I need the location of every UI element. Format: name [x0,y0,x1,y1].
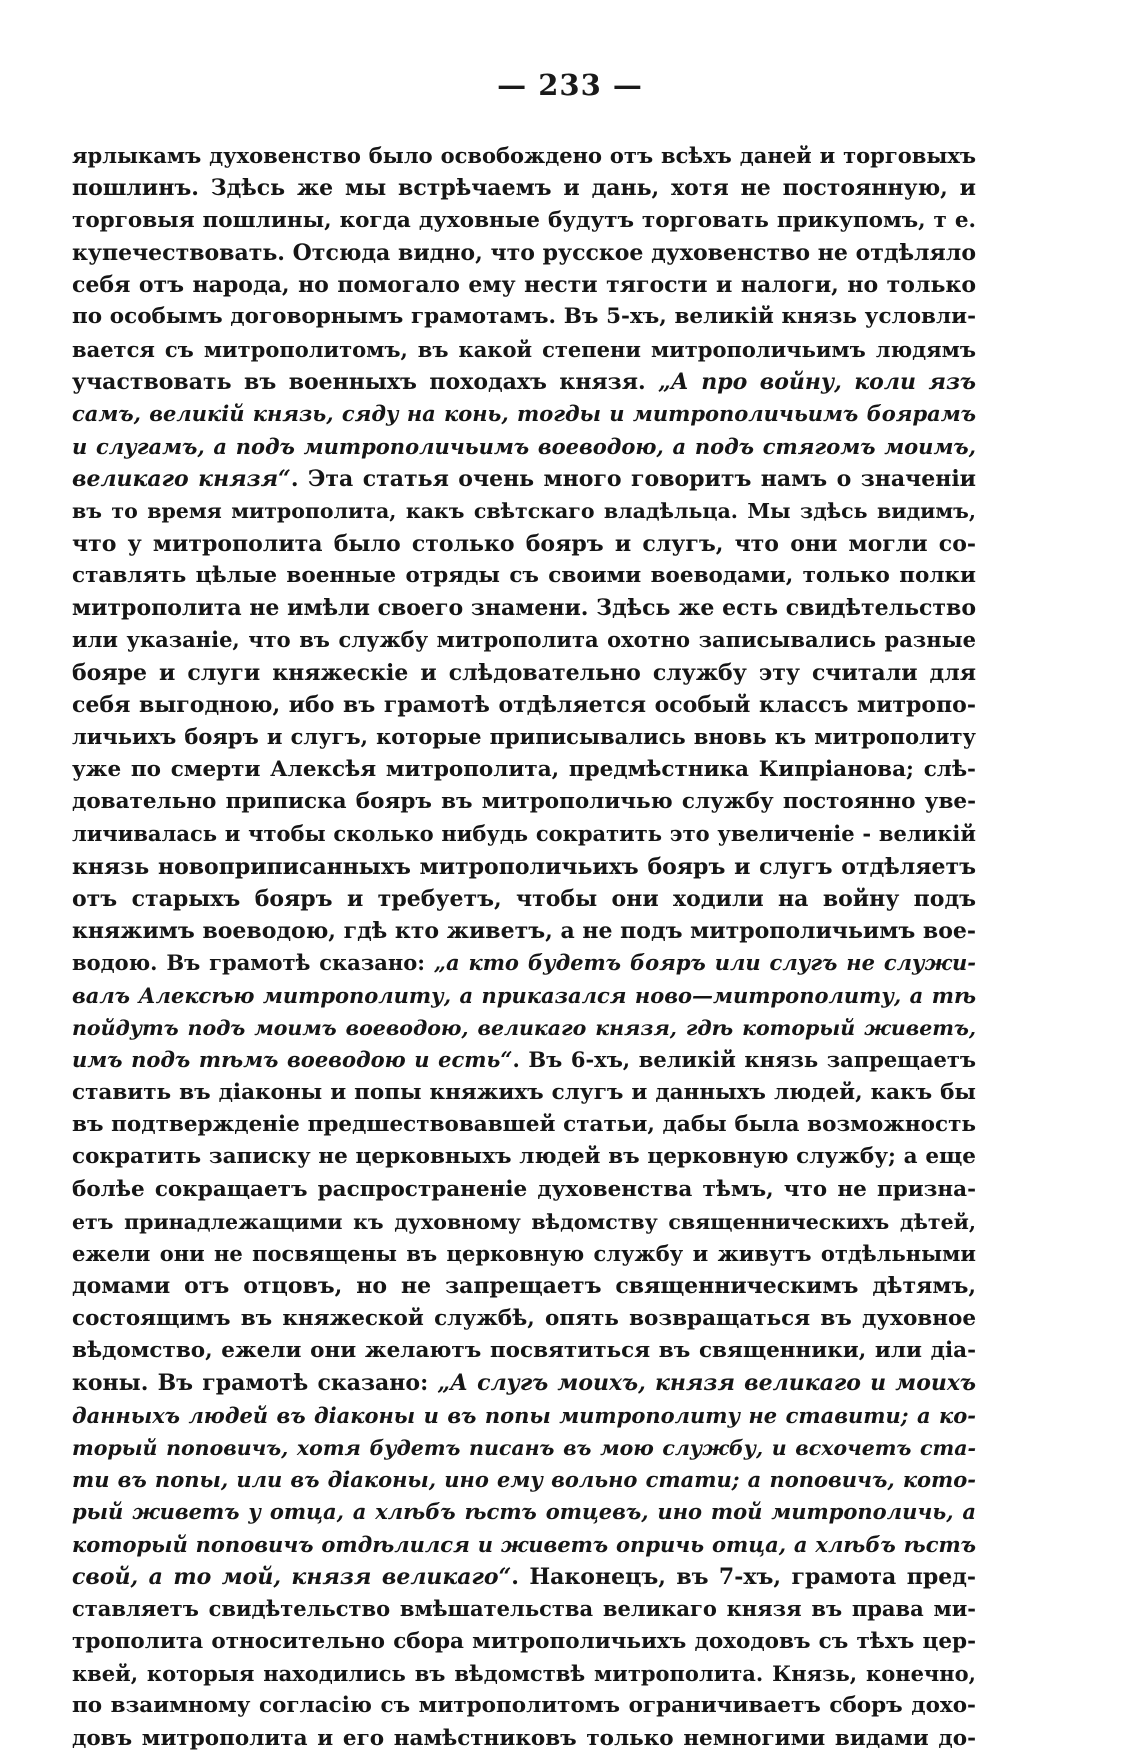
text-segment: уже по смерти Алексѣя митрополита, предмѣстника Кипріанова; слѣ- [72,756,976,782]
text-line [72,624,976,656]
text-line [72,657,976,689]
italic-quote-segment: „А про войну, коли язъ [658,369,976,396]
text-segment: состоящимъ въ княжеской службѣ, опять возвращаться въ духовное [72,1305,976,1331]
text-line [72,1012,976,1044]
text-line [72,851,976,883]
text-line [72,495,976,527]
text-line [72,1206,976,1238]
text-line [72,301,976,333]
text-segment: князь новоприписанныхъ митрополичьихъ бояръ и слугъ отдѣляетъ [72,853,976,880]
text-segment: по взаимному согласію съ митрополитомъ ограничиваетъ сборъ дохо- [72,1693,976,1719]
text-segment: въ подтвержденіе предшествовавшей статьи, дабы была возможность [72,1111,976,1137]
text-segment: отъ старыхъ бояръ и требуетъ, чтобы они ходили на войну подъ [72,885,976,912]
text-segment: участвовать въ военныхъ походахъ князя. [72,369,659,396]
text-line [72,1496,976,1528]
text-segment: ставить въ діаконы и попы княжихъ слугъ и данныхъ людей, какъ бы [72,1079,976,1105]
text-segment: личивалась и чтобы сколько нибудь сократить это увеличеніе - великій [72,821,976,847]
text-line [72,1238,976,1270]
text-segment: торговыя пошлины, когда духовные будутъ торговать прикупомъ, т е. [72,207,976,233]
italic-quote-segment: „А слугъ моихъ, князя великаго и моихъ [437,1370,976,1397]
text-segment: трополита относительно сбора митрополичьихъ доходовъ съ тѣхъ цер- [72,1628,976,1654]
text-line [72,1529,976,1561]
text-segment: . Наконецъ, въ 7-хъ, грамота пред- [511,1564,976,1591]
text-line [72,172,976,204]
italic-quote-segment: рый живетъ у отца, а хлѣбъ ѣстъ отцевъ, ино той митрополичь, а [72,1499,976,1525]
text-line [72,1626,976,1658]
text-segment: вѣдомство, ежели они желаютъ посвятиться въ священники, или діа- [72,1337,976,1363]
text-line [72,1593,976,1625]
text-line [72,431,976,463]
text-segment: или указаніе, что въ службу митрополита охотно записывались разные [72,627,976,653]
italic-quote-segment: пойдутъ подъ моимъ воеводою, великаго князя, гдѣ который живетъ, [72,1016,976,1041]
text-segment: . Эта статья очень много говоритъ намъ о значеніи [290,465,976,492]
text-line [72,560,976,592]
text-line [72,398,976,430]
text-segment: коны. Въ грамотѣ сказано: [72,1370,438,1397]
text-segment: ставлять цѣлые военные отряды съ своими воеводами, только полки [72,562,976,588]
text-segment: довъ митрополита и его намѣстниковъ только немногими видами до- [72,1725,976,1751]
italic-quote-segment: который поповичъ отдѣлился и живетъ опричь отца, а хлѣбъ ѣстъ [72,1531,976,1557]
text-line [72,818,976,850]
text-segment: княжимъ воеводою, гдѣ кто живетъ, а не подъ митрополичьимъ вое- [72,918,976,945]
text-line [72,689,976,721]
italic-quote-segment: великаго князя“ [72,465,291,492]
text-line [72,269,976,301]
text-segment: по особымъ договорнымъ грамотамъ. Въ 5-хъ, великій князь условли- [72,304,976,330]
text-line [72,980,976,1012]
text-line [72,140,976,172]
text-line [72,1141,976,1173]
text-line [72,1109,976,1141]
text-segment: водою. Въ грамотѣ сказано: [72,950,434,976]
text-segment: ставляетъ свидѣтельство вмѣшательства великаго князя въ права ми- [72,1596,976,1622]
page-number: — 233 — [497,68,643,102]
text-segment: себя отъ народа, но помогало ему нести тягости и налоги, но только [72,272,976,299]
text-segment: болѣе сокращаетъ распространеніе духовенства тѣмъ, что не призна- [72,1176,976,1202]
text-segment: купечествовать. Отсюда видно, что русское духовенство не отдѣляло [72,239,976,266]
text-line [72,883,976,915]
text-segment: митрополита не имѣли своего знамени. Здѣсь же есть свидѣтельство [72,595,976,622]
italic-quote-segment: самъ, великій князь, сяду на конь, тогды и митрополичьимъ боярамъ [72,401,976,427]
italic-quote-segment: имъ подъ тѣмъ воеводою и есть“ [72,1047,513,1073]
text-line [72,786,976,818]
text-line [72,592,976,624]
text-line [72,915,976,947]
text-segment: довательно приписка бояръ въ митрополичью службу постоянно уве- [72,788,976,814]
text-line [72,1658,976,1690]
text-line [72,721,976,753]
italic-quote-segment: данныхъ людей въ діаконы и въ попы митрополиту не ставити; а ко- [72,1402,976,1428]
text-segment: бояре и слуги княжескіе и слѣдовательно службу эту считали для [72,659,976,686]
text-segment: домами отъ отцовъ, но не запрещаетъ священническимъ дѣтямъ, [72,1273,976,1300]
italic-quote-segment: валъ Алексѣю митрополиту, а приказался ново—митрополиту, а тѣ [72,982,976,1008]
text-line [72,1077,976,1109]
text-line [72,1561,976,1593]
italic-quote-segment: торый поповичъ, хотя будетъ писанъ въ мою службу, и всхочетъ ста- [72,1435,976,1460]
text-line [72,463,976,495]
text-segment: въ то время митрополита, какъ свѣтскаго владѣльца. Мы здѣсь видимъ, [72,499,976,524]
italic-quote-segment: „а кто будетъ бояръ или слугъ не служи- [433,950,976,976]
text-segment: ярлыкамъ духовенство было освобождено отъ всѣхъ даней и торговыхъ [72,143,976,168]
text-line [72,205,976,237]
text-line [72,528,976,560]
text-line [72,947,976,979]
text-line [72,1270,976,1302]
text-line [72,1464,976,1496]
text-line [72,1367,976,1399]
text-segment: етъ принадлежащими къ духовному вѣдомству священническихъ дѣтей, [72,1209,976,1234]
text-line [72,1303,976,1335]
text-segment: что у митрополита было столько бояръ и слугъ, что они могли со- [72,530,976,557]
text-line [72,1723,976,1755]
text-line [72,1044,976,1076]
text-line [72,1400,976,1432]
text-line [72,1432,976,1464]
body-text [72,140,976,1755]
text-line [72,1690,976,1722]
text-segment: квей, которыя находились въ вѣдомствѣ митрополита. Князь, конечно, [72,1660,976,1686]
text-segment: пошлинъ. Здѣсь же мы встрѣчаемъ и дань, хотя не постоянную, и [72,175,976,202]
text-segment: вается съ митрополитомъ, въ какой степени митрополичьимъ людямъ [72,336,976,362]
text-line [72,754,976,786]
text-line [72,1335,976,1367]
text-line [72,237,976,269]
text-segment: личьихъ бояръ и слугъ, которые приписывались вновь къ митрополиту [72,724,976,750]
text-line [72,1174,976,1206]
text-segment: . Въ 6-хъ, великій князь запрещаетъ [512,1047,976,1073]
italic-quote-segment: свой, а то мой, князя великаго“ [72,1564,512,1591]
text-line [72,334,976,366]
text-segment: сократить записку не церковныхъ людей въ церковную службу; а еще [72,1144,976,1170]
text-line [72,366,976,398]
italic-quote-segment: и слугамъ, а подъ митрополичьимъ воеводою, а подъ стягомъ моимъ, [72,433,976,459]
italic-quote-segment: ти въ попы, или въ діаконы, ино ему вольно стати; а поповичъ, кото- [72,1467,976,1493]
text-segment: ежели они не посвящены въ церковную службу и живутъ отдѣльными [72,1241,976,1267]
text-segment: себя выгодною, ибо въ грамотѣ отдѣляется особый классъ митропо- [72,692,976,719]
